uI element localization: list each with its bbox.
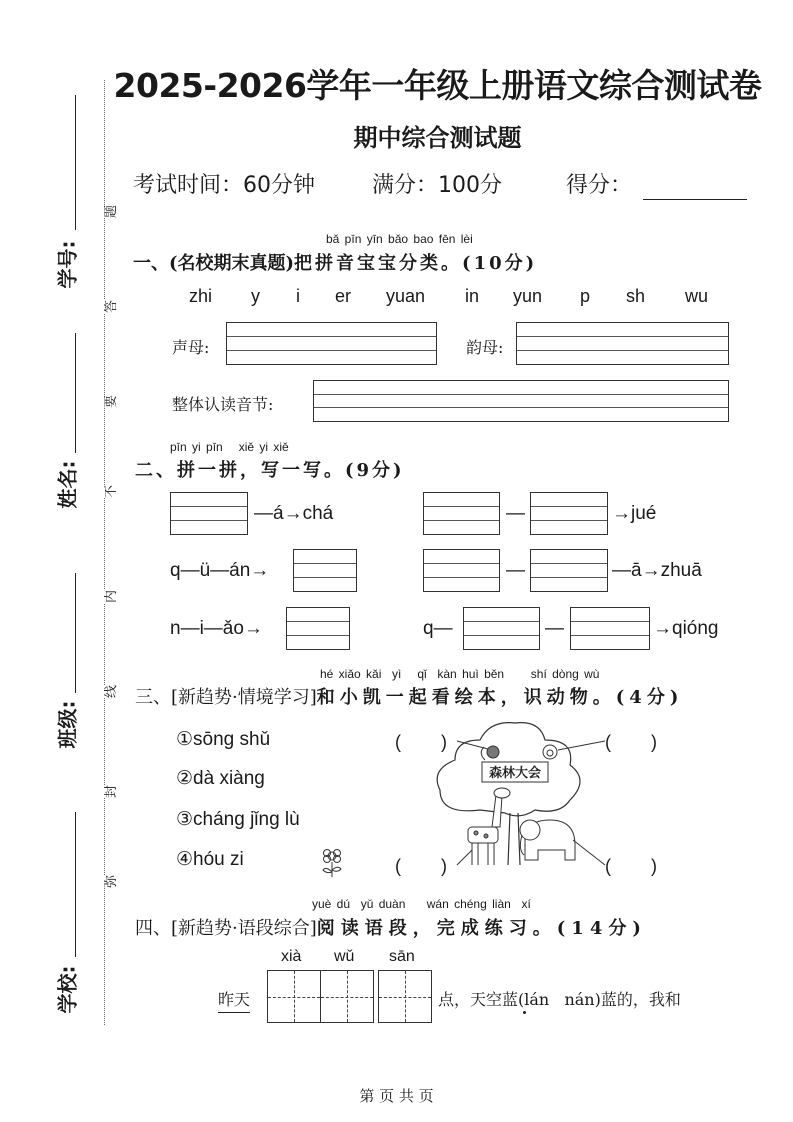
page-subtitle: 期中综合测试题 xyxy=(353,124,522,152)
field-line-xuehao xyxy=(75,95,76,230)
section4-pinyin: yuè dú yǔ duàn wán chéng liàn xí xyxy=(312,897,531,911)
animal-option: ①sōng shǔ xyxy=(176,729,271,750)
grid-pinyin: xià xyxy=(281,948,302,965)
answer-box[interactable] xyxy=(423,492,500,535)
spelling-text: n—i—ǎo→ xyxy=(170,618,263,639)
section3-pinyin: hé xiǎo kǎi yì qǐ kàn huì běn shí dòng wù xyxy=(320,667,600,681)
spelling-text: →qióng xyxy=(653,618,719,639)
answer-paren-monkey[interactable]: ( ) xyxy=(605,732,657,752)
pinyin-letter: er xyxy=(335,286,352,306)
spelling-text: q—ü—án→ xyxy=(170,560,270,581)
section3-title-prefix: 三、[新趋势·情境学习] xyxy=(135,687,317,708)
animal-option: ③cháng jǐng lù xyxy=(176,809,300,830)
elephant-icon xyxy=(520,820,575,860)
seal-char: 弥 xyxy=(100,875,119,888)
answer-paren-squirrel[interactable]: ( ) xyxy=(395,732,447,752)
section1-pinyin: bǎ pīn yīn bǎo bao fēn lèi xyxy=(326,232,473,246)
spelling-text: — xyxy=(545,618,564,639)
shengmu-label: 声母: xyxy=(172,338,210,357)
answer-paren-giraffe[interactable]: ( ) xyxy=(395,856,447,876)
monkey-icon xyxy=(543,745,557,759)
writing-grid-cell[interactable] xyxy=(378,970,432,1023)
zhengti-label: 整体认读音节: xyxy=(172,395,274,414)
flower-icon xyxy=(318,846,346,878)
pinyin-letter: in xyxy=(465,286,480,306)
answer-box[interactable] xyxy=(530,492,608,535)
section2-title: 二、拼一拼，写一写。(9分) xyxy=(135,460,405,481)
seal-char: 封 xyxy=(100,785,119,798)
page-footer: 第 页 共 页 xyxy=(359,1087,434,1105)
spelling-text: —á→chá xyxy=(254,503,334,524)
field-line-banji xyxy=(75,573,76,693)
emphasis-dot xyxy=(523,1011,526,1014)
field-line-xingming xyxy=(75,333,76,453)
seal-char: 题 xyxy=(100,205,119,218)
answer-box[interactable] xyxy=(423,549,500,592)
writing-grid-cell[interactable] xyxy=(267,970,321,1023)
writing-grid-cell[interactable] xyxy=(320,970,374,1023)
field-banji: 班级: xyxy=(55,700,80,749)
shengmu-answer-box[interactable] xyxy=(226,322,437,365)
pinyin-letter: sh xyxy=(626,286,646,306)
section1-title xyxy=(133,249,537,275)
zhengti-answer-box[interactable] xyxy=(313,380,729,422)
exam-time: 考试时间：60分钟 xyxy=(133,173,315,198)
spelling-text: q— xyxy=(423,618,453,639)
answer-box[interactable] xyxy=(170,492,248,535)
seal-char: 不 xyxy=(100,485,119,498)
answer-box[interactable] xyxy=(570,607,650,650)
pinyin-letter: p xyxy=(580,286,591,306)
answer-box[interactable] xyxy=(293,549,357,592)
yunmu-answer-box[interactable] xyxy=(516,322,729,365)
field-xingming: 姓名: xyxy=(55,460,80,509)
animal-option: ②dà xiàng xyxy=(176,768,265,789)
score-label: 得分： xyxy=(566,173,633,198)
answer-box[interactable] xyxy=(530,549,608,592)
yunmu-label: 韵母: xyxy=(466,338,504,357)
pinyin-letter: y xyxy=(251,286,260,306)
field-line-xuexiao xyxy=(75,812,76,957)
spelling-text: — xyxy=(506,560,525,581)
section3-title-main: 和小凯一起看绘本，识动物。(4分) xyxy=(316,687,684,708)
field-xuexiao: 学校: xyxy=(55,965,80,1014)
spelling-text: →jué xyxy=(612,503,657,524)
pinyin-letter: wu xyxy=(685,286,709,306)
passage-sentence: 点，天空蓝(lán nán)蓝的，我和 xyxy=(438,990,681,1009)
seal-char: 要 xyxy=(100,395,119,408)
grid-pinyin: sān xyxy=(389,948,415,965)
full-score: 满分：100分 xyxy=(372,173,502,198)
section2-pinyin: pīn yi pīn xiě yi xiě xyxy=(170,440,289,454)
section3-title xyxy=(135,683,683,709)
spelling-text: —ā→zhuā xyxy=(612,560,702,581)
section1-title-main: 把拼音宝宝分类。(10分) xyxy=(294,253,538,274)
seal-char: 内 xyxy=(100,590,119,603)
seal-char: 线 xyxy=(100,685,119,698)
section4-title-main: 阅读语段，完成练习。(14分) xyxy=(316,918,647,939)
forest-meeting-illustration xyxy=(410,715,620,875)
answer-box[interactable] xyxy=(463,607,540,650)
pinyin-letter: i xyxy=(296,286,300,306)
field-xuehao: 学号: xyxy=(55,240,80,289)
spelling-text: — xyxy=(506,503,525,524)
pinyin-letter: yun xyxy=(513,286,543,306)
section4-title-prefix: 四、[新趋势·语段综合] xyxy=(135,918,317,939)
section1-title-prefix: 一、(名校期末真题) xyxy=(133,253,295,274)
pinyin-letter: yuan xyxy=(386,286,426,306)
answer-box[interactable] xyxy=(286,607,350,650)
grid-pinyin: wǔ xyxy=(334,948,355,965)
sign-text: 森林大会 xyxy=(488,766,542,781)
score-blank[interactable] xyxy=(643,199,747,200)
animal-option: ④hóu zi xyxy=(176,849,244,870)
section4-title xyxy=(135,914,647,940)
answer-paren-elephant[interactable]: ( ) xyxy=(605,856,657,876)
lead-text: 昨天 xyxy=(218,987,250,1013)
seal-char: 答 xyxy=(100,300,119,313)
page-title: 2025-2026学年一年级上册语文综合测试卷 xyxy=(113,66,762,105)
pinyin-letter: zhi xyxy=(189,286,213,306)
